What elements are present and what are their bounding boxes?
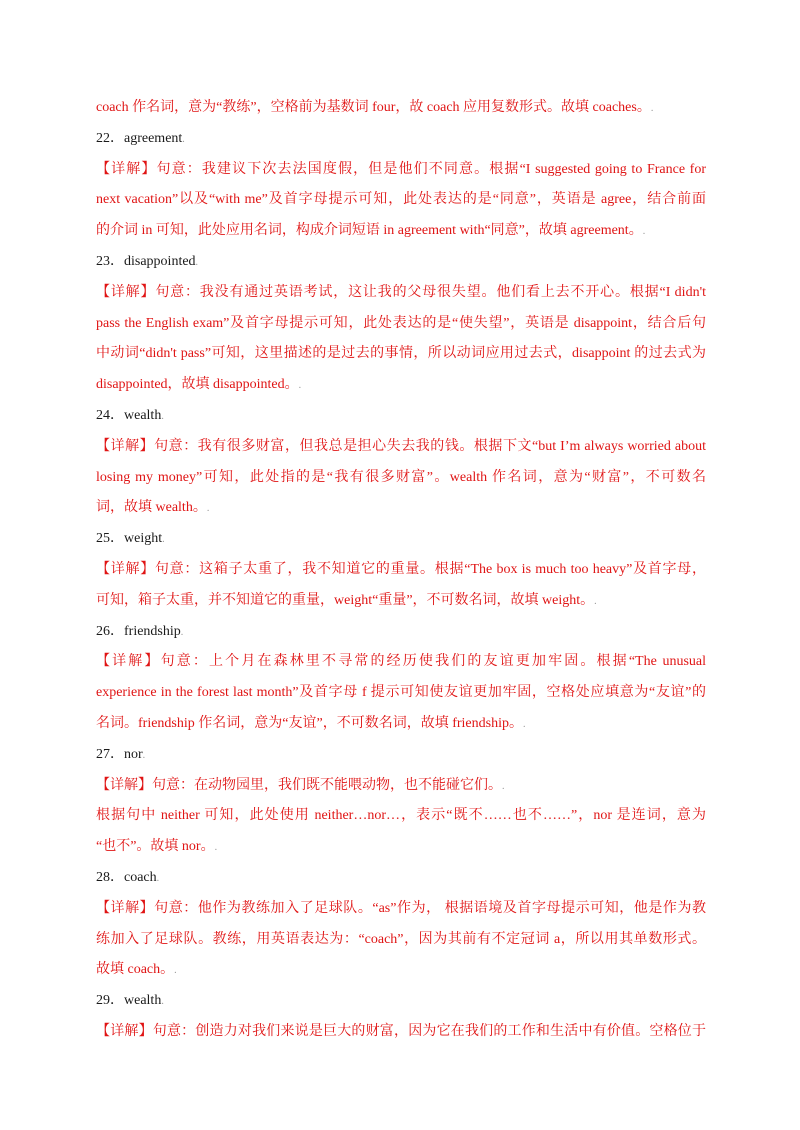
paragraph-mark: .	[161, 410, 165, 422]
answer-word: wealth	[124, 993, 162, 1009]
paragraph-mark: .	[650, 103, 655, 114]
question-number: 27．	[96, 746, 124, 762]
paragraph-mark: .	[522, 718, 527, 730]
explanation-line	[96, 771, 706, 802]
explanation-text: 词，故填 wealth。	[96, 500, 207, 516]
paragraph-mark: .	[594, 595, 598, 607]
answer-line	[96, 124, 706, 155]
question-number: 29．	[96, 993, 124, 1009]
explanation-line	[96, 155, 706, 186]
answer-line	[96, 617, 706, 648]
explanation-text: 名词。friendship 作名词，意为“友谊”，不可数名词，故填 friendship。	[96, 715, 523, 731]
explanation-line	[96, 586, 706, 617]
explanation-text: next vacation”以及“with me”及首字母提示可知，此处表达的是“同意”，英语是 agree，结合前面	[96, 192, 706, 208]
answer-word: weight	[124, 531, 163, 547]
explanation-text: 【详解】句意：上个月在森林里不寻常的经历使我们的友谊更加牢固。根据“The unusual	[96, 654, 706, 670]
paragraph-mark: .	[161, 996, 165, 1008]
explanation-text: 练加入了足球队。教练，用英语表达为：“coach”，因为其前有不定冠词 a，所以用其单数形式。	[96, 931, 706, 947]
explanation-line	[96, 955, 706, 986]
paragraph-mark: .	[142, 749, 147, 761]
explanation-text: 【详解】句意：他作为教练加入了足球队。“as”作为， 根据语境及首字母提示可知，他是作为教	[96, 900, 706, 916]
explanation-text: 【详解】句意：这箱子太重了，我不知道它的重量。根据“The box is much too heavy”及首字母，	[96, 561, 706, 577]
explanation-line	[96, 432, 706, 463]
explanation-text: coach 作名词，意为“教练”，空格前为基数词 four，故 coach 应用复数形式。故填 coaches。	[96, 100, 651, 115]
explanation-text: pass the English exam”及首字母提示可知，此处表达的是“使失望”，英语是 disappoint，结合后句	[96, 315, 706, 331]
question-number: 25．	[96, 531, 124, 547]
answer-line	[96, 247, 706, 278]
answer-line	[96, 740, 706, 771]
explanation-line	[96, 216, 706, 247]
document-page	[96, 93, 706, 1048]
paragraph-mark: .	[156, 872, 161, 884]
paragraph-mark: .	[502, 780, 506, 792]
answer-line	[96, 863, 706, 894]
paragraph-mark: .	[642, 226, 647, 238]
explanation-line	[96, 647, 706, 678]
question-number: 22．	[96, 130, 124, 146]
paragraph-mark: .	[214, 842, 219, 854]
paragraph-mark: .	[182, 133, 186, 145]
question-number: 24．	[96, 407, 124, 423]
paragraph-mark: .	[206, 503, 211, 515]
explanation-text: 的介词 in 可知，此处应用名词，构成介词短语 in agreement with“同意”，故填 agreement。	[96, 223, 643, 239]
question-number: 26．	[96, 623, 124, 639]
answer-word: agreement	[124, 130, 183, 146]
explanation-text: 【详解】句意：创造力对我们来说是巨大的财富，因为它在我们的工作和生活中有价值。空格位于	[96, 1023, 706, 1039]
explanation-text: “也不”。故填 nor。	[96, 839, 215, 855]
question-number: 23．	[96, 253, 124, 269]
explanation-text: 故填 coach。	[96, 962, 175, 978]
paragraph-mark: .	[174, 965, 178, 977]
answer-line	[96, 401, 706, 432]
paragraph-mark: .	[162, 534, 166, 546]
answer-word: disappointed	[124, 253, 196, 269]
answer-line	[96, 524, 706, 555]
answer-word: nor	[124, 746, 143, 762]
answer-word: coach	[124, 869, 157, 885]
paragraph-mark: .	[298, 380, 303, 392]
explanation-line	[96, 709, 706, 740]
explanation-text: disappointed，故填 disappointed。	[96, 377, 299, 393]
explanation-text: 【详解】句意：我有很多财富，但我总是担心失去我的钱。根据下文“but I’m always worried about	[96, 438, 706, 454]
paragraph-mark: .	[195, 256, 200, 268]
explanation-text: 【详解】句意：我建议下次去法国度假，但是他们不同意。根据“I suggested going to France for	[96, 161, 706, 177]
explanation-line	[96, 678, 706, 709]
explanation-line	[96, 309, 706, 340]
question-number: 28．	[96, 869, 124, 885]
explanation-line	[96, 93, 706, 124]
explanation-text: 【详解】句意：我没有通过英语考试，这让我的父母很失望。他们看上去不开心。根据“I didn't	[96, 284, 706, 300]
answer-word: friendship	[124, 623, 181, 639]
explanation-line	[96, 801, 706, 832]
explanation-line	[96, 1017, 706, 1048]
explanation-line	[96, 370, 706, 401]
explanation-text: 根据句中 neither 可知，此处使用 neither…nor…，表示“既不……也不……”，nor 是连词，意为	[96, 808, 706, 824]
answer-explanations	[96, 93, 706, 1048]
explanation-line	[96, 185, 706, 216]
explanation-line	[96, 463, 706, 494]
answer-line	[96, 986, 706, 1017]
explanation-text: experience in the forest last month”及首字母 f 提示可知使友谊更加牢固，空格处应填意为“友谊”的	[96, 685, 706, 701]
explanation-text: 中动词“didn't pass”可知，这里描述的是过去的事情，所以动词应用过去式，disappoint 的过去式为	[96, 346, 706, 362]
explanation-line	[96, 339, 706, 370]
paragraph-mark: .	[180, 626, 185, 638]
answer-word: wealth	[124, 407, 162, 423]
explanation-text: 【详解】句意：在动物园里，我们既不能喂动物，也不能碰它们。	[96, 777, 502, 793]
explanation-line	[96, 894, 706, 925]
explanation-line	[96, 555, 706, 586]
explanation-line	[96, 493, 706, 524]
explanation-text: losing my money”可知，此处指的是“我有很多财富”。wealth 作名词，意为“财富”，不可数名	[96, 469, 706, 485]
explanation-text: 可知，箱子太重，并不知道它的重量，weight“重量”，不可数名词，故填 weight。	[96, 592, 595, 608]
explanation-line	[96, 925, 706, 956]
explanation-line	[96, 832, 706, 863]
explanation-line	[96, 278, 706, 309]
